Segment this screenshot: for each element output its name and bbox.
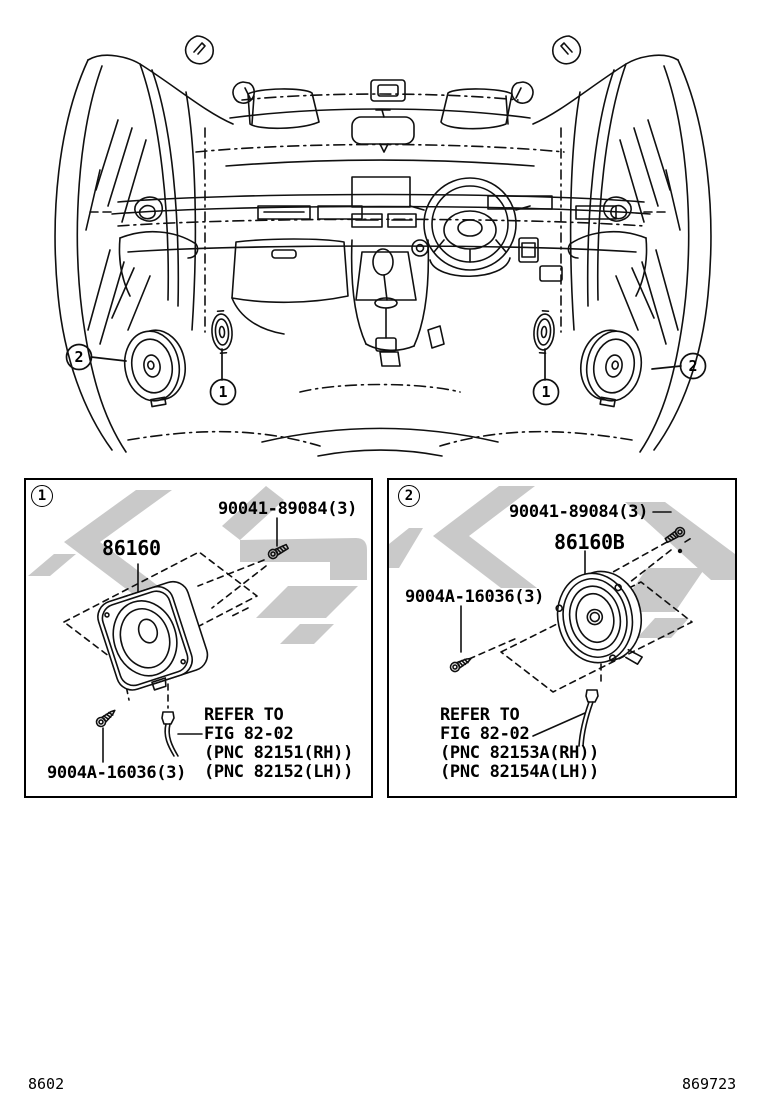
part-number-speaker: 86160: [102, 536, 161, 560]
part-number-screw-top: 90041-89084(3): [509, 502, 649, 522]
callout-2-right-number: 2: [688, 357, 698, 375]
callout-leader: [91, 357, 126, 361]
refer-line-4: (PNC 82152(LH)): [204, 762, 354, 782]
connector-icon: [162, 712, 178, 756]
box-callout-1: 1: [31, 485, 53, 507]
refer-line-3: (PNC 82151(RH)): [204, 743, 354, 763]
refer-note: [440, 706, 599, 782]
screw-icon: [449, 655, 473, 674]
callout-leader: [652, 366, 681, 369]
refer-line-2: FIG 82-02: [440, 724, 530, 744]
detail-box-2: [387, 478, 737, 798]
part-number-speaker: 86160B: [554, 530, 625, 554]
refer-line-2: FIG 82-02: [204, 724, 294, 744]
vehicle-interior-drawing: [0, 0, 760, 462]
refer-line-4: (PNC 82154A(LH)): [440, 762, 599, 782]
panel-speaker-illustration: [211, 310, 234, 353]
door-speaker-illustration: [119, 326, 191, 410]
sun-visor-left: [248, 89, 319, 128]
part-number-screw-bottom: 9004A-16036(3): [405, 587, 545, 607]
refer-line-3: (PNC 82153A(RH)): [440, 743, 599, 763]
glove-box-icon: [232, 239, 348, 334]
vehicle-interior-figure: [0, 0, 760, 462]
callout-1-left-number: 1: [218, 383, 228, 401]
part-number-screw-bottom: 9004A-16036(3): [47, 763, 187, 783]
refer-line-1: REFER TO: [204, 705, 284, 725]
box-callout-2: 2: [398, 485, 420, 507]
page-code: 869723: [682, 1075, 737, 1093]
screw-icon: [95, 707, 118, 728]
speaker-86160B-illustration: [549, 564, 651, 678]
overhead-console-icon: [371, 80, 405, 101]
rear-view-mirror-icon: [352, 110, 414, 152]
refer-line-1: REFER TO: [440, 705, 520, 725]
center-display-icon: [352, 177, 410, 207]
speaker-86160-illustration: [94, 578, 214, 700]
detail-box-1: [24, 478, 373, 798]
callout-1-right-number: 1: [541, 383, 551, 401]
figure-code: 8602: [28, 1075, 65, 1093]
shifter-console-icon: [352, 240, 429, 351]
callout-2-left-number: 2: [74, 348, 84, 366]
seat-belt-anchor-icon: [186, 36, 255, 103]
refer-note: [204, 706, 353, 782]
part-number-screw-top: 90041-89084(3): [218, 499, 358, 519]
